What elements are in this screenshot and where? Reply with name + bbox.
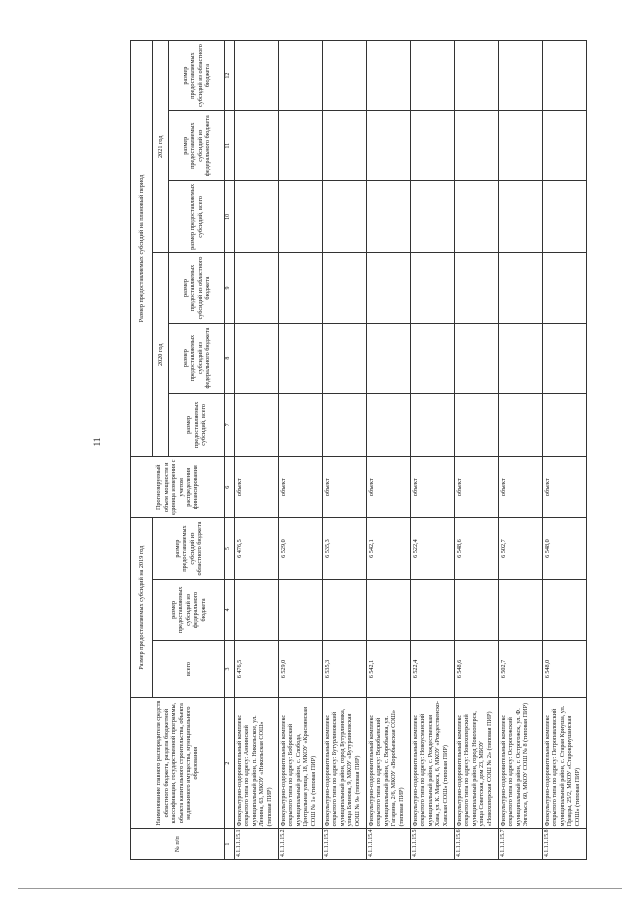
row-reg: 6 522,4 bbox=[411, 518, 455, 579]
rotated-table-sheet bbox=[130, 40, 590, 860]
col-num: 10 bbox=[225, 181, 235, 253]
header-forecast: Прогнозируемый объем мощности и единица измерения с учетом распределения финансирования bbox=[131, 457, 225, 518]
header-year-2021: 2021 год bbox=[153, 41, 169, 253]
col-num: 11 bbox=[225, 111, 235, 181]
row-unit: объект bbox=[367, 457, 411, 518]
header-2020-reg: размер предоставляемых субсидий из областного бюджета bbox=[169, 253, 225, 323]
table-row bbox=[279, 41, 323, 860]
header-plan: Размер предоставляемых субсидий на плановый период bbox=[131, 41, 153, 457]
col-num: 5 bbox=[225, 518, 235, 579]
table-row bbox=[323, 41, 367, 860]
row-total: 6 476,5 bbox=[235, 641, 279, 698]
row-reg: 6 529,0 bbox=[279, 518, 323, 579]
row-total: 6 522,4 bbox=[411, 641, 455, 698]
row-name: Физкультурно-оздоровительный комплекс открытого типа по адресу: Петропавловский муниципальный район, с. Старая Криуша, ул. Правды, 25/2, МКОУ «Старокриушанская СОШ» (типовая ПИР) bbox=[543, 697, 587, 828]
bottom-rule bbox=[18, 888, 622, 889]
row-unit: объект bbox=[499, 457, 543, 518]
col-num: 9 bbox=[225, 253, 235, 323]
row-total: 6 542,1 bbox=[367, 641, 411, 698]
row-code: 4.1.1.1.15.8 bbox=[543, 829, 587, 860]
table-row bbox=[411, 41, 455, 860]
row-code: 4.1.1.1.15.4 bbox=[367, 829, 411, 860]
row-total: 6 548,6 bbox=[455, 641, 499, 698]
row-reg: 6 542,1 bbox=[367, 518, 411, 579]
row-reg: 6 548,0 bbox=[543, 518, 587, 579]
table-row bbox=[499, 41, 543, 860]
table-row bbox=[455, 41, 499, 860]
row-reg: 6 535,3 bbox=[323, 518, 367, 579]
row-unit: объект bbox=[543, 457, 587, 518]
row-name: Физкультурно-оздоровительный комплекс открытого типа по адресу: Новохоперский муниципальный район, город Новохоперск, улица Советская, дом 23, МБОУ «Новохоперская СОШ № 2» (типовая ПИР) bbox=[455, 697, 499, 828]
row-name: Физкультурно-оздоровительный комплекс открытого типа по адресу: Новоусманский муниципальный район, с. Рождественская Хава, ул. К. Маркса, 6, МКОУ «Рождественско-Хавская СОШ» (типовая ПИР) bbox=[411, 697, 455, 828]
row-code: 4.1.1.1.15.5 bbox=[411, 829, 455, 860]
col-num: 7 bbox=[225, 393, 235, 457]
col-num: 1 bbox=[225, 829, 235, 860]
subsidy-table bbox=[130, 40, 587, 860]
col-num: 2 bbox=[225, 697, 235, 828]
col-num: 6 bbox=[225, 457, 235, 518]
row-total: 6 529,0 bbox=[279, 641, 323, 698]
row-unit: объект bbox=[235, 457, 279, 518]
header-2019-total: всего bbox=[153, 641, 225, 698]
row-unit: объект bbox=[411, 457, 455, 518]
row-code: 4.1.1.1.15.3 bbox=[323, 829, 367, 860]
table-row bbox=[235, 41, 279, 860]
col-num: 3 bbox=[225, 641, 235, 698]
header-year-2020: 2020 год bbox=[153, 253, 169, 457]
row-reg: 6 476,5 bbox=[235, 518, 279, 579]
row-name: Физкультурно-оздоровительный комплекс открытого типа по адресу: Острогожский муниципальный район, г. Острогожск, ул. Ф. Энгельса, 60, МКОУ СОШ № 8 (типовая ПИР) bbox=[499, 697, 543, 828]
row-unit: объект bbox=[323, 457, 367, 518]
row-name: Физкультурно-оздоровительный комплекс открытого типа по адресу: Воробьевский муниципальный район, с. Воробьевка, ул. Гагарина, 2/6, МКОУ «Воробьевская СОШ» (типовая ПИР) bbox=[367, 697, 411, 828]
row-reg: 6 502,7 bbox=[499, 518, 543, 579]
header-2019: Размер предоставляемых субсидий на 2019 год bbox=[131, 518, 153, 698]
row-total: 6 502,7 bbox=[499, 641, 543, 698]
header-2021-total: размер предоставляемых субсидий, всего bbox=[169, 181, 225, 253]
table-row bbox=[367, 41, 411, 860]
row-code: 4.1.1.1.15.7 bbox=[499, 829, 543, 860]
header-name: Наименование главного распорядителя средств областного бюджета, раздела бюджетной классификации, государственной программы, объекта капитального строительства, объекта недвижимого имущества, муниципального образования bbox=[131, 697, 225, 828]
row-code: 4.1.1.1.15.2 bbox=[279, 829, 323, 860]
col-num: 12 bbox=[225, 41, 235, 111]
header-2020-fed: размер предоставляемых субсидий из федерального бюджета bbox=[169, 323, 225, 393]
col-num: 8 bbox=[225, 323, 235, 393]
table-row bbox=[543, 41, 587, 860]
row-total: 6 535,3 bbox=[323, 641, 367, 698]
column-number-row bbox=[225, 41, 235, 860]
row-reg: 6 548,6 bbox=[455, 518, 499, 579]
header-2021-fed: размер предоставляемых субсидий из федерального бюджета bbox=[169, 111, 225, 181]
header-no: № п/п bbox=[131, 829, 225, 860]
row-name: Физкультурно-оздоровительный комплекс открытого типа по адресу: Аннинский муниципальный район, п. Никольское, ул. Ленина, 63, МКОУ «Никольская СОШ» (типовая ПИР) bbox=[235, 697, 279, 828]
row-unit: объект bbox=[455, 457, 499, 518]
row-unit: объект bbox=[279, 457, 323, 518]
row-name: Физкультурно-оздоровительный комплекс открытого типа по адресу: Бутурлиновский муниципальный район, город Бутурлиновка, улица Блинова, 9, МКОУ «Бутурлиновская ООШ № 9» (типовая ПИР) bbox=[323, 697, 367, 828]
header-2021-reg: размер предоставляемых субсидий из областного бюджета bbox=[169, 41, 225, 111]
header-2019-reg: размер предоставляемых субсидий из областного бюджета bbox=[153, 518, 225, 579]
row-total: 6 548,0 bbox=[543, 641, 587, 698]
header-2020-total: размер предоставляемых субсидий, всего bbox=[169, 393, 225, 457]
page-number: 11 bbox=[92, 437, 102, 447]
row-name: Физкультурно-оздоровительный комплекс открытого типа по адресу: Бобровский муниципальный район, с. Слобода, Центральная улица, 18, МКОУ «Краснянская СОШ № 1» (типовая ПИР) bbox=[279, 697, 323, 828]
col-num: 4 bbox=[225, 579, 235, 640]
header-2019-fed: размер предоставляемых субсидий из федерального бюджета bbox=[153, 579, 225, 640]
row-code: 4.1.1.1.15.1 bbox=[235, 829, 279, 860]
row-code: 4.1.1.1.15.6 bbox=[455, 829, 499, 860]
